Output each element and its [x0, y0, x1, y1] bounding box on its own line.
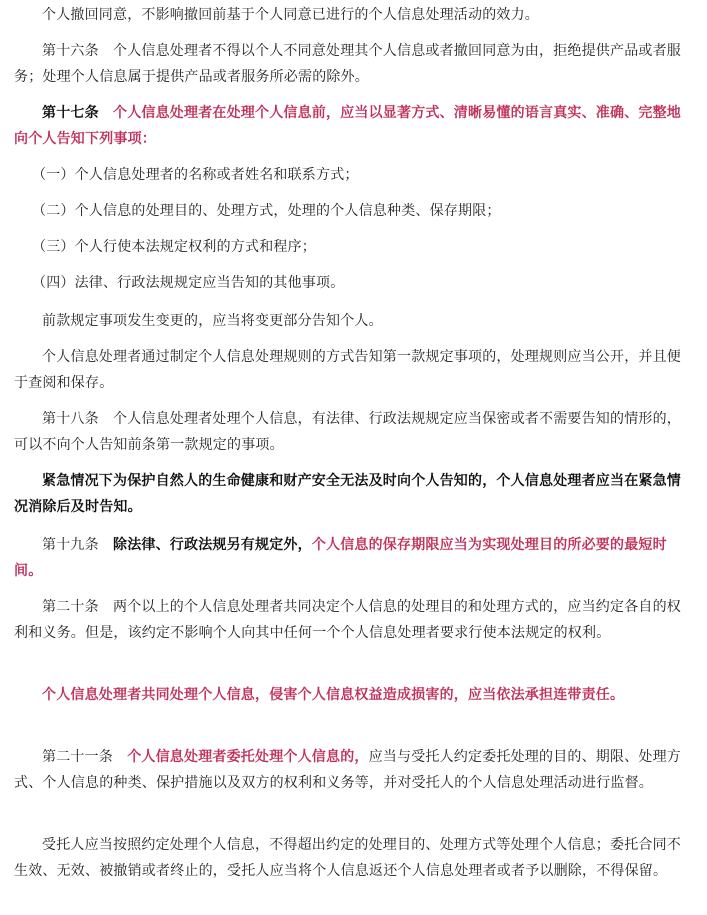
paragraph-change-notice: 前款规定事项发生变更的，应当将变更部分告知个人。 [42, 313, 383, 329]
article-21-text: 应当与受托人约定委托处理的目的、期限、处理方式、个人信息的种类、保护措施以及双方的权利和义务等，并对受托人的个人信息处理活动进行监督。 [14, 749, 682, 791]
paragraph-joint-liability: 个人信息处理者共同处理个人信息，侵害个人信息权益造成损害的，应当依法承担连带责任。 [42, 687, 625, 703]
paragraph-item-3: （三）个人行使本法规定权利的方式和程序； [32, 239, 316, 255]
paragraph-item-4: （四）法律、行政法规规定应当告知的其他事项。 [32, 275, 345, 291]
paragraph-item-1: （一）个人信息处理者的名称或者姓名和联系方式； [32, 167, 359, 183]
paragraph-article-18: 第十八条 个人信息处理者处理个人信息，有法律、行政法规规定应当保密或者不需要告知的情形的，可以不向个人告知前条第一款规定的事项。 [14, 411, 681, 453]
paragraph-processing-rules: 个人信息处理者通过制定个人信息处理规则的方式告知第一款规定事项的，处理规则应当公开，并且便于查阅和保存。 [14, 349, 681, 391]
article-17-text: 个人信息处理者在处理个人信息前，应当以显著方式、清晰易懂的语言真实、准确、完整地向个人告知下列事项： [14, 105, 681, 147]
paragraph-emergency: 紧急情况下为保护自然人的生命健康和财产安全无法及时向个人告知的，个人信息处理者应当在紧急情况消除后及时告知。 [14, 473, 681, 515]
paragraph-consent-withdrawal: 个人撤回同意，不影响撤回前基于个人同意已进行的个人信息处理活动的效力。 [42, 7, 539, 23]
paragraph-article-16: 第十六条 个人信息处理者不得以个人不同意处理其个人信息或者撤回同意为由，拒绝提供产品或者服务；处理个人信息属于提供产品或者服务所必需的除外。 [14, 43, 681, 85]
paragraph-article-20: 第二十条 两个以上的个人信息处理者共同决定个人信息的处理目的和处理方式的，应当约定各自的权利和义务。但是，该约定不影响个人向其中任何一个个人信息处理者要求行使本法规定的权利。 [14, 599, 681, 641]
paragraph-item-2: （二）个人信息的处理目的、处理方式，处理的个人信息种类、保存期限； [32, 203, 501, 219]
article-19-label: 第十九条 [42, 537, 113, 553]
paragraph-trustee-obligations: 受托人应当按照约定处理个人信息，不得超出约定的处理目的、处理方式等处理个人信息；委托合同不生效、无效、被撤销或者终止的，受托人应当将个人信息返还个人信息处理者或者予以删除，不得保留。 [14, 837, 681, 879]
paragraph-article-21 [14, 744, 686, 796]
article-19-bold: 除法律、行政法规另有规定外， [113, 537, 312, 553]
article-17-label: 第十七条 [42, 105, 113, 121]
paragraph-article-17 [14, 100, 686, 152]
article-19-red: 个人信息的保存期限应当为实现处理目的所必要的最短时间。 [14, 537, 667, 579]
article-21-label: 第二十一条 [42, 749, 128, 765]
article-21-red: 个人信息处理者委托处理个人信息的， [127, 749, 369, 765]
paragraph-article-19 [14, 532, 686, 584]
